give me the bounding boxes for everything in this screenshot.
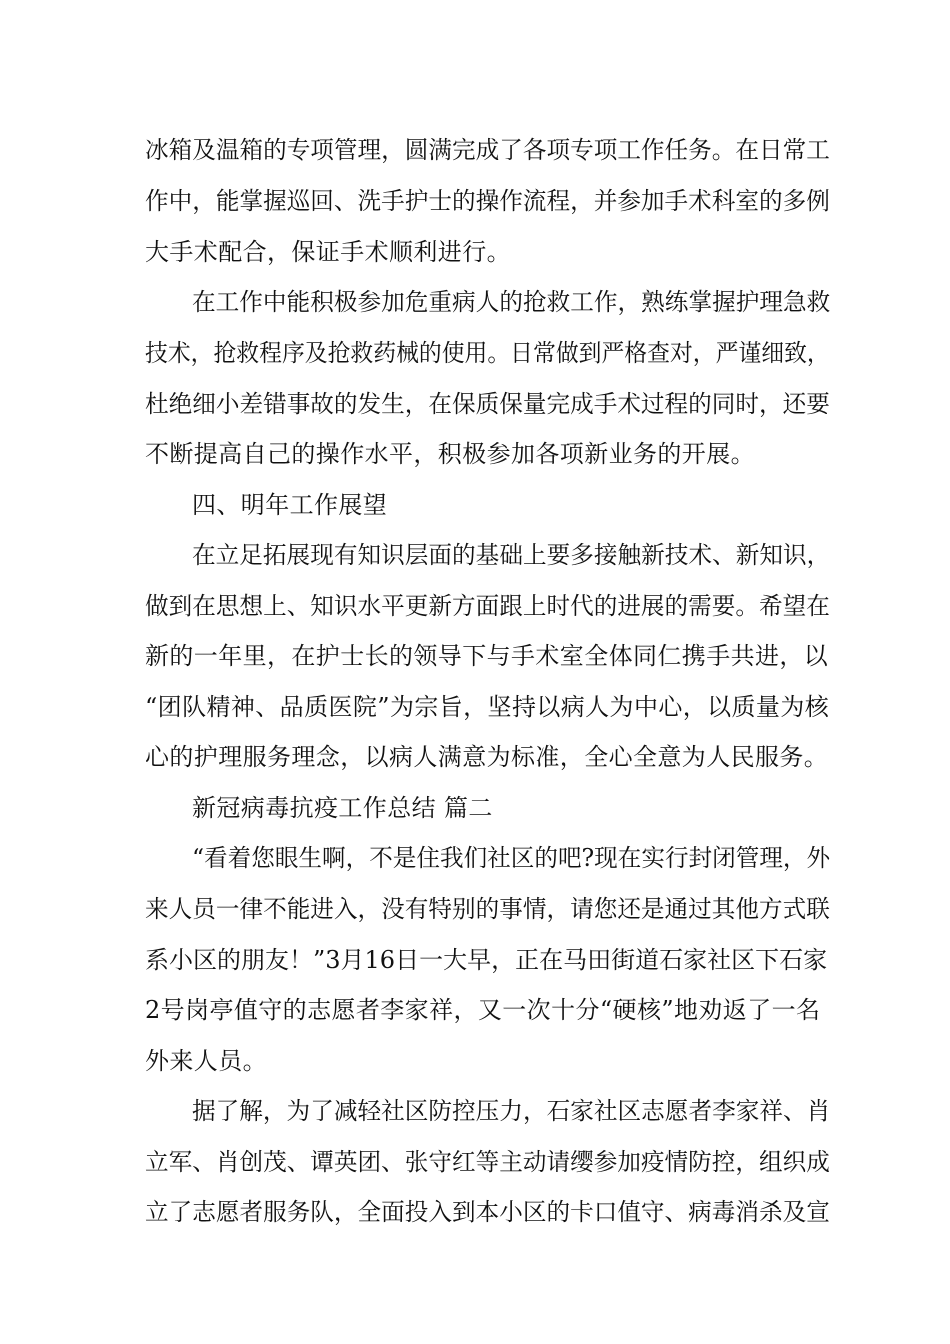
text-line: “团队精神、品质医院”为宗旨，坚持以病人为中心，以质量为核 (145, 693, 830, 721)
text-line: 冰箱及温箱的专项管理，圆满完成了各项专项工作任务。在日常工 (145, 136, 830, 164)
paragraph-first-line: 在立足拓展现有知识层面的基础上要多接触新技术、新知识， (192, 541, 831, 569)
text-line: 技术，抢救程序及抢救药械的使用。日常做到严格查对，严谨细致， (145, 339, 830, 367)
text-line: 做到在思想上、知识水平更新方面跟上时代的进展的需要。希望在 (145, 592, 830, 620)
text-line: 不断提高自己的操作水平，积极参加各项新业务的开展。 (145, 440, 755, 468)
text-line: 来人员一律不能进入，没有特别的事情，请您还是通过其他方式联 (145, 895, 830, 923)
text-line: 2号岗亭值守的志愿者李家祥，又一次十分“硬核”地劝返了一名 (145, 996, 821, 1024)
section-heading: 四、明年工作展望 (192, 491, 388, 519)
article-title: 新冠病毒抗疫工作总结 篇二 (192, 794, 493, 822)
text-line: 心的护理服务理念，以病人满意为标准，全心全意为人民服务。 (145, 743, 829, 771)
paragraph-first-line: 据了解，为了减轻社区防控压力，石家社区志愿者李家祥、肖 (192, 1097, 831, 1125)
text-line: 新的一年里，在护士长的领导下与手术室全体同仁携手共进，以 (145, 642, 829, 670)
text-line: 作中，能掌握巡回、洗手护士的操作流程，并参加手术科室的多例 (145, 187, 830, 215)
text-line: 大手术配合，保证手术顺利进行。 (145, 238, 511, 266)
text-line: 外来人员。 (145, 1047, 267, 1075)
text-line: 系小区的朋友！”3月16日一大早，正在马田街道石家社区下石家 (145, 946, 828, 974)
paragraph-first-line: “看着您眼生啊，不是住我们社区的吧?现在实行封闭管理，外 (192, 844, 831, 872)
text-line: 立了志愿者服务队，全面投入到本小区的卡口值守、病毒消杀及宣 (145, 1198, 830, 1226)
text-line: 立军、肖创茂、谭英团、张守红等主动请缨参加疫情防控，组织成 (145, 1148, 830, 1176)
paragraph-first-line: 在工作中能积极参加危重病人的抢救工作，熟练掌握护理急救 (192, 288, 831, 316)
text-line: 杜绝细小差错事故的发生，在保质保量完成手术过程的同时，还要 (145, 390, 830, 418)
